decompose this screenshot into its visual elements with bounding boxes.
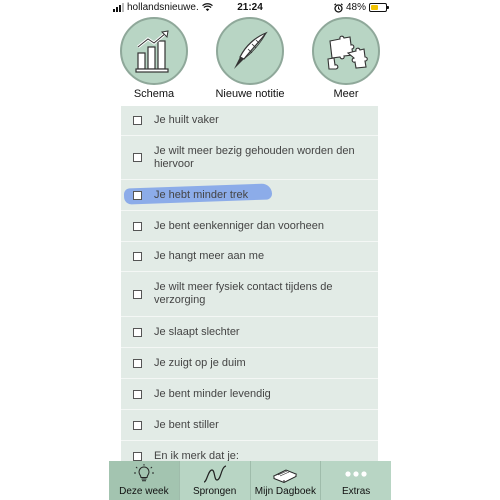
checklist xyxy=(121,106,378,466)
list-item-text: Je hebt minder trek xyxy=(154,188,249,201)
checkbox[interactable] xyxy=(133,452,142,461)
puzzle-icon xyxy=(322,27,370,75)
top-nav-new-note[interactable] xyxy=(210,17,290,100)
checkbox[interactable] xyxy=(133,252,142,261)
checkbox[interactable] xyxy=(133,421,142,430)
list-item-text: Je slaapt slechter xyxy=(154,325,240,338)
top-nav xyxy=(109,17,391,103)
checkbox[interactable] xyxy=(133,328,142,337)
list-item-text: Je wilt meer bezig gehouden worden den hiervoor xyxy=(154,144,355,170)
list-item[interactable] xyxy=(121,379,378,410)
checkbox[interactable] xyxy=(133,153,142,162)
more-icon-circle xyxy=(312,17,380,85)
chart-growth-icon xyxy=(130,27,178,75)
wave-line-icon xyxy=(203,464,227,484)
list-item[interactable] xyxy=(121,242,378,272)
list-item-text: Je zuigt op je duim xyxy=(154,356,246,369)
tab-label: Extras xyxy=(341,486,371,497)
tab-label: Deze week xyxy=(119,486,169,497)
quill-pen-icon xyxy=(226,27,274,75)
list-item-text: En ik merk dat je: xyxy=(154,449,239,462)
battery-icon xyxy=(369,3,387,12)
top-nav-label: Nieuwe notitie xyxy=(215,88,285,100)
alarm-icon xyxy=(334,3,343,13)
list-item-text: Je hangt meer aan me xyxy=(154,250,265,262)
checkbox[interactable] xyxy=(133,116,142,125)
list-item-text: Je bent minder levendig xyxy=(154,387,271,400)
tab-extras[interactable] xyxy=(321,461,391,500)
list-item[interactable] xyxy=(121,106,378,136)
top-nav-label: Meer xyxy=(333,88,359,100)
tab-sprongen[interactable] xyxy=(180,461,251,500)
carrier-name: hollandsnieuwe. xyxy=(127,2,199,13)
tab-label: Mijn Dagboek xyxy=(254,486,316,497)
schema-icon-circle xyxy=(120,17,188,85)
app-screen xyxy=(109,0,391,500)
more-dots-icon xyxy=(343,464,369,484)
top-nav-label: Schema xyxy=(133,88,175,100)
list-item-highlighted[interactable] xyxy=(121,180,378,211)
list-item[interactable] xyxy=(121,272,378,317)
list-item-text: Je bent stiller xyxy=(154,418,219,431)
new-note-icon-circle xyxy=(216,17,284,85)
list-item[interactable] xyxy=(121,410,378,441)
top-nav-schema[interactable] xyxy=(114,17,194,100)
book-icon xyxy=(272,464,298,484)
status-time: 21:24 xyxy=(237,2,263,13)
list-item-text: Je huilt vaker xyxy=(154,114,219,126)
checkbox[interactable] xyxy=(133,191,142,200)
lightbulb-icon xyxy=(133,464,155,484)
tab-deze-week[interactable] xyxy=(109,461,180,500)
list-item[interactable] xyxy=(121,211,378,242)
checkbox[interactable] xyxy=(133,222,142,231)
list-item-text: Je bent eenkenniger dan voorheen xyxy=(154,219,325,232)
list-item[interactable] xyxy=(121,348,378,379)
tab-label: Sprongen xyxy=(192,486,237,497)
list-item[interactable] xyxy=(121,317,378,348)
status-bar xyxy=(109,0,391,16)
checkbox[interactable] xyxy=(133,390,142,399)
list-item[interactable] xyxy=(121,136,378,180)
top-nav-more[interactable] xyxy=(306,17,386,100)
tab-bar xyxy=(109,461,391,500)
status-right xyxy=(334,2,387,13)
battery-percent: 48% xyxy=(345,2,366,13)
tab-mijn-dagboek[interactable] xyxy=(251,461,322,500)
checkbox[interactable] xyxy=(133,359,142,368)
list-item-text: Je wilt meer fysiek contact tijdens de verzorging xyxy=(154,281,333,306)
checkbox[interactable] xyxy=(133,290,142,299)
